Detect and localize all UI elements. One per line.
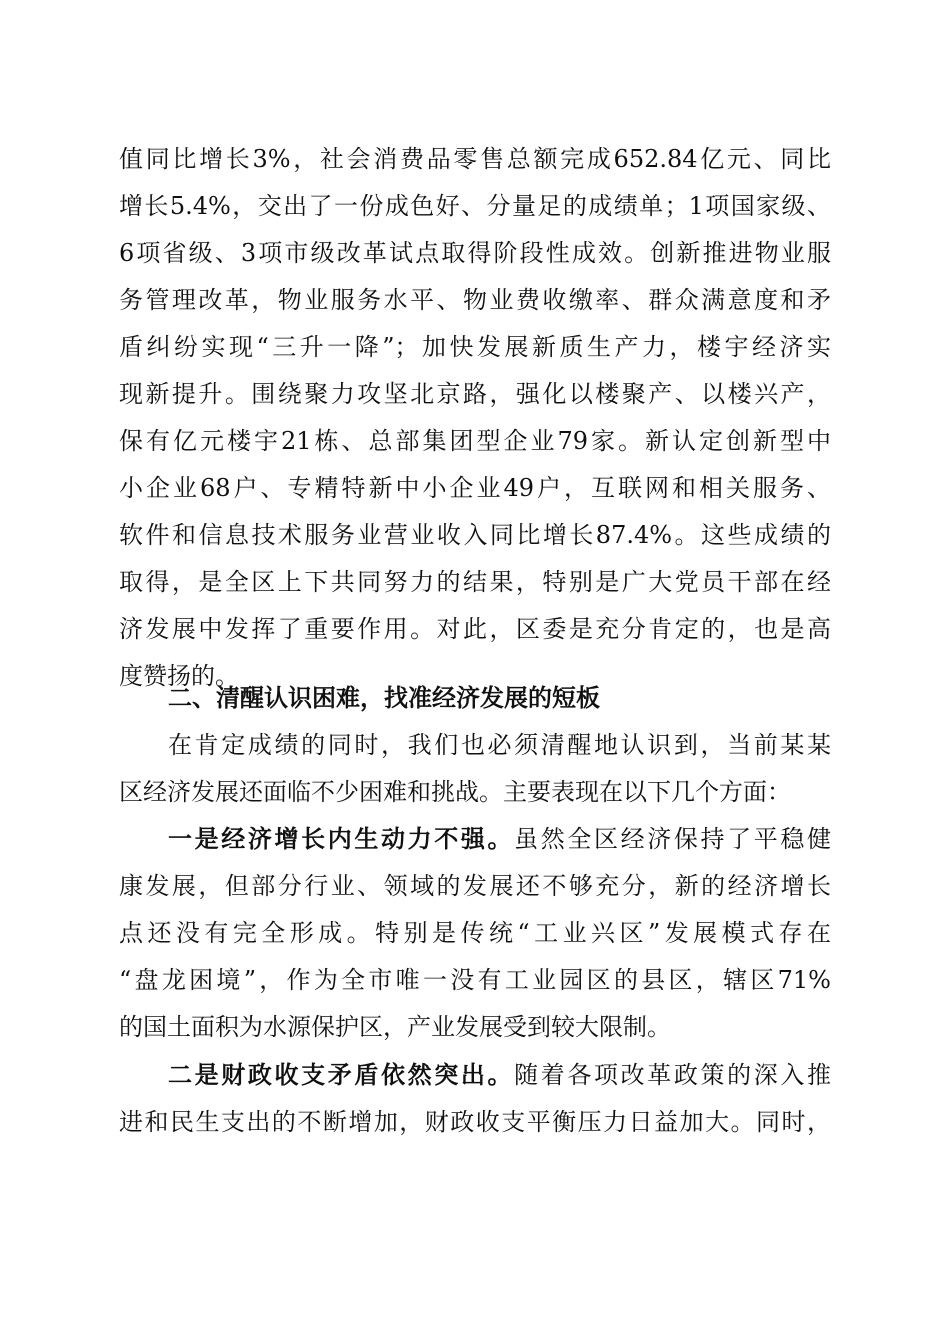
paragraph-line: 增长5.4%，交出了一份成色好、分量足的成绩单；1项国家级、 [119, 192, 831, 220]
paragraph-line: 务管理改革，物业服务水平、物业费收缴率、群众满意度和矛 [119, 286, 831, 314]
paragraph-line: 保有亿元楼宇21栋、总部集团型企业79家。新认定创新型中 [119, 427, 831, 455]
paragraph-line: 进和民生支出的不断增加，财政收支平衡压力日益加大。同时， [119, 1108, 831, 1136]
paragraph-line [168, 819, 831, 859]
paragraph-text: 随着各项改革政策的深入推 [514, 1061, 831, 1089]
paragraph-line: 取得，是全区上下共同努力的结果，特别是广大党员干部在经 [119, 568, 831, 596]
paragraph-lead: 二是财政收支矛盾依然突出。 [168, 1061, 515, 1089]
paragraph-line: 小企业68户、专精特新中小企业49户，互联网和相关服务、 [119, 474, 831, 502]
paragraph-line: 现新提升。围绕聚力攻坚北京路，强化以楼聚产、以楼兴产， [119, 380, 831, 408]
paragraph-line [168, 1055, 831, 1095]
paragraph-line: 在肯定成绩的同时，我们也必须清醒地认识到，当前某某 [168, 731, 831, 759]
paragraph-line: 的国土面积为水源保护区，产业发展受到较大限制。 [119, 1013, 671, 1041]
paragraph-line: 盾纠纷实现“三升一降”；加快发展新质生产力，楼宇经济实 [119, 333, 831, 361]
paragraph-line: 点还没有完全形成。特别是传统“工业兴区”发展模式存在 [119, 919, 831, 947]
paragraph-line: 6项省级、3项市级改革试点取得阶段性成效。创新推进物业服 [119, 239, 831, 267]
paragraph-line: “盘龙困境”，作为全市唯一没有工业园区的县区，辖区71% [119, 966, 831, 994]
paragraph-line: 康发展，但部分行业、领域的发展还不够充分，新的经济增长 [119, 872, 831, 900]
paragraph-text: 虽然全区经济保持了平稳健 [514, 825, 831, 853]
paragraph-line: 区经济发展还面临不少困难和挑战。主要表现在以下几个方面： [119, 778, 791, 806]
paragraph-line: 值同比增长3%，社会消费品零售总额完成652.84亿元、同比 [119, 145, 831, 173]
paragraph-line: 济发展中发挥了重要作用。对此，区委是充分肯定的，也是高 [119, 615, 831, 643]
paragraph-line: 软件和信息技术服务业营业收入同比增长87.4%。这些成绩的 [119, 521, 831, 549]
paragraph-lead: 一是经济增长内生动力不强。 [168, 825, 515, 853]
paragraph-line: 度赞扬的。 [119, 662, 239, 690]
section-heading: 二、清醒认识困难，找准经济发展的短板 [168, 684, 600, 712]
